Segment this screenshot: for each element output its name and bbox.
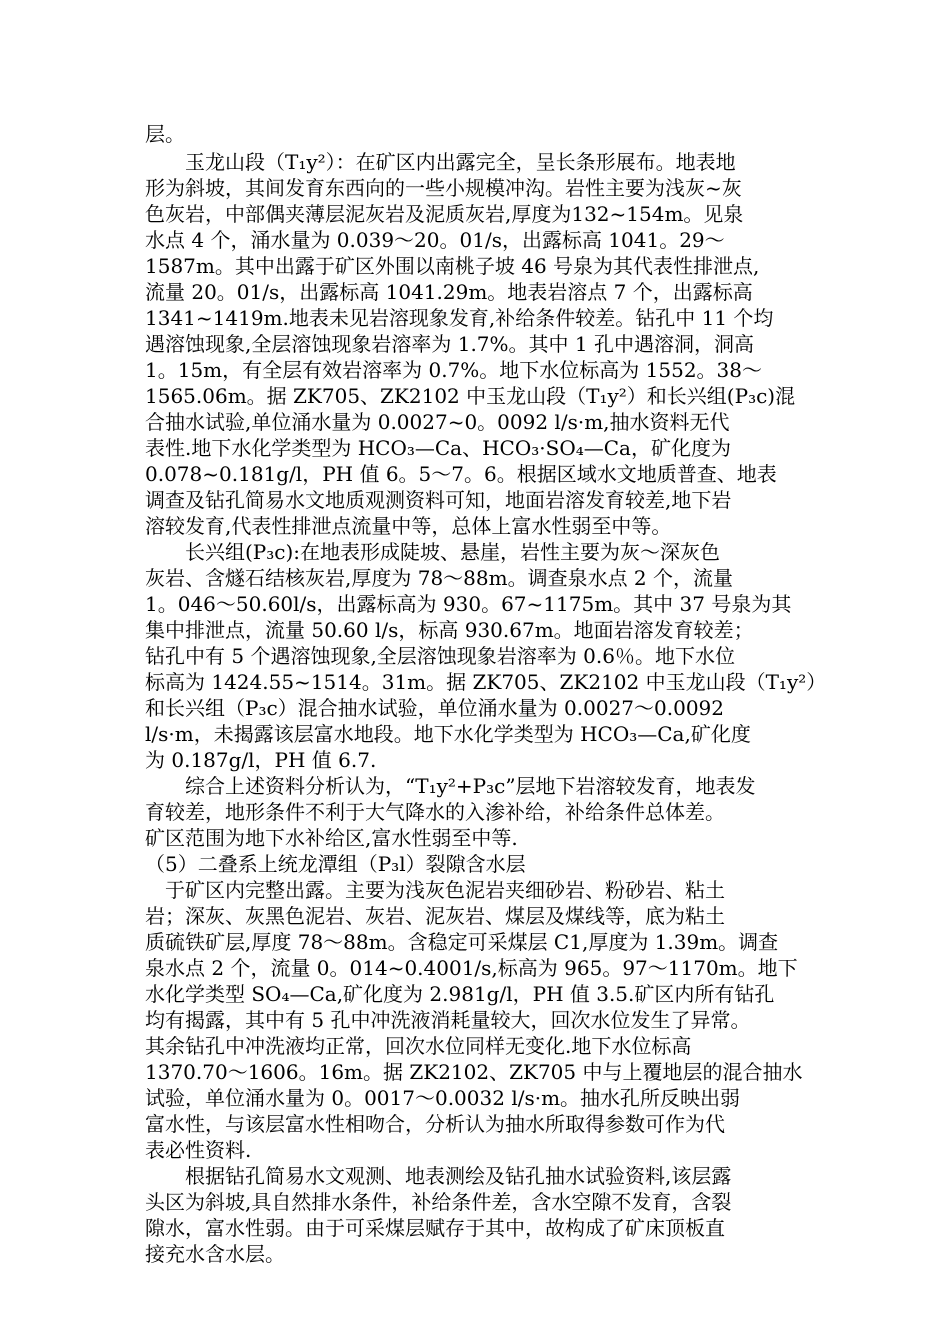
- text-line: 矿区范围为地下水补给区,富水性弱至中等.: [145, 826, 518, 850]
- text-line: 和长兴组（P₃c）混合抽水试验，单位涌水量为 0.0027～0.0092: [145, 696, 724, 720]
- text-line: 育较差，地形条件不利于大气降水的入渗补给，补给条件总体差。: [145, 800, 725, 824]
- text-line: 1565.06m。据 ZK705、ZK2102 中玉龙山段（T₁y²）和长兴组(P₃c)混: [145, 384, 796, 408]
- text-line: 于矿区内完整出露。主要为浅灰色泥岩夹细砂岩、粉砂岩、粘土: [145, 878, 725, 902]
- text-line: 接充水含水层。: [145, 1242, 285, 1266]
- text-line: 合抽水试验,单位涌水量为 0.0027~0。0092 l/s·m,抽水资料无代: [145, 410, 730, 434]
- text-line: 根据钻孔简易水文观测、地表测绘及钻孔抽水试验资料,该层露: [145, 1164, 732, 1188]
- text-line: 富水性，与该层富水性相吻合，分析认为抽水所取得参数可作为代: [145, 1112, 725, 1136]
- text-line: 0.078~0.181g/l，PH 值 6。5～7。6。根据区域水文地质普查、地表: [145, 462, 777, 486]
- text-line: 遇溶蚀现象,全层溶蚀现象岩溶率为 1.7%。其中 1 孔中遇溶洞，洞高: [145, 332, 754, 356]
- text-line: 表必性资料.: [145, 1138, 252, 1162]
- text-line: 溶较发育,代表性排泄点流量中等，总体上富水性弱至中等。: [145, 514, 672, 538]
- text-line: 1370.70～1606。16m。据 ZK2102、ZK705 中与上覆地层的混合抽水: [145, 1060, 803, 1084]
- text-line: 质硫铁矿层,厚度 78～88m。含稳定可采煤层 C1,厚度为 1.39m。调查: [145, 930, 779, 954]
- text-line: 集中排泄点，流量 50.60 l/s，标高 930.67m。地面岩溶发育较差；: [145, 618, 754, 642]
- text-line: 隙水，富水性弱。由于可采煤层赋存于其中，故构成了矿床顶板直: [145, 1216, 725, 1240]
- text-line: 泉水点 2 个，流量 0。014~0.4001/s,标高为 965。97～1170m。地下: [145, 956, 798, 980]
- text-line: 水化学类型 SO₄—Ca,矿化度为 2.981g/l，PH 值 3.5.矿区内所有钻孔: [145, 982, 775, 1006]
- text-line: 头区为斜坡,具自然排水条件，补给条件差，含水空隙不发育，含裂: [145, 1190, 732, 1214]
- text-line: 1。046～50.60l/s，出露标高为 930。67~1175m。其中 37 号泉为其: [145, 592, 792, 616]
- text-line: 层。: [145, 122, 185, 146]
- text-line: 其余钻孔中冲洗液均正常，回次水位同样无变化.地下水位标高: [145, 1034, 692, 1058]
- text-line: 色灰岩，中部偶夹薄层泥灰岩及泥质灰岩,厚度为132~154m。见泉: [145, 202, 744, 226]
- text-line: 试验，单位涌水量为 0。0017～0.0032 l/s·m。抽水孔所反映出弱: [145, 1086, 741, 1110]
- text-line: 1。15m，有全层有效岩溶率为 0.7%。地下水位标高为 1552。38～: [145, 358, 763, 382]
- text-line: 流量 20。01/s，出露标高 1041.29m。地表岩溶点 7 个，出露标高: [145, 280, 753, 304]
- text-line: 综合上述资料分析认为，“T₁y²+P₃c”层地下岩溶较发育，地表发: [145, 774, 756, 798]
- text-line: 长兴组(P₃c):在地表形成陡坡、悬崖，岩性主要为灰～深灰色: [145, 540, 721, 564]
- text-line: 调查及钻孔简易水文地质观测资料可知，地面岩溶发育较差,地下岩: [145, 488, 732, 512]
- section-heading: （5）二叠系上统龙潭组（P₃l）裂隙含水层: [145, 852, 526, 876]
- text-line: 标高为 1424.55~1514。31m。据 ZK705、ZK2102 中玉龙山段（T₁y²）: [145, 670, 827, 694]
- text-line: l/s·m，未揭露该层富水地段。地下水化学类型为 HCO₃—Ca,矿化度: [145, 722, 751, 746]
- text-line: 形为斜坡，其间发育东西向的一些小规模冲沟。岩性主要为浅灰~灰: [145, 176, 742, 200]
- text-line: 1341~1419m.地表未见岩溶现象发育,补给条件较差。钻孔中 11 个均: [145, 306, 774, 330]
- text-line: 灰岩、含燧石结核灰岩,厚度为 78～88m。调查泉水点 2 个，流量: [145, 566, 734, 590]
- text-line: 钻孔中有 5 个遇溶蚀现象,全层溶蚀现象岩溶率为 0.6％。地下水位: [145, 644, 735, 668]
- text-line: 玉龙山段（T₁y²）：在矿区内出露完全，呈长条形展布。地表地: [145, 150, 736, 174]
- text-line: 为 0.187g/l，PH 值 6.7.: [145, 748, 377, 772]
- text-line: 表性.地下水化学类型为 HCO₃—Ca、HCO₃·SO₄—Ca，矿化度为: [145, 436, 731, 460]
- text-line: 均有揭露，其中有 5 孔中冲洗液消耗量较大，回次水位发生了异常。: [145, 1008, 751, 1032]
- text-line: 岩；深灰、灰黑色泥岩、灰岩、泥灰岩、煤层及煤线等，底为粘土: [145, 904, 725, 928]
- text-line: 1587m。其中出露于矿区外围以南桃子坡 46 号泉为其代表性排泄点,: [145, 254, 760, 278]
- text-line: 水点 4 个，涌水量为 0.039～20。01/s，出露标高 1041。29～: [145, 228, 725, 252]
